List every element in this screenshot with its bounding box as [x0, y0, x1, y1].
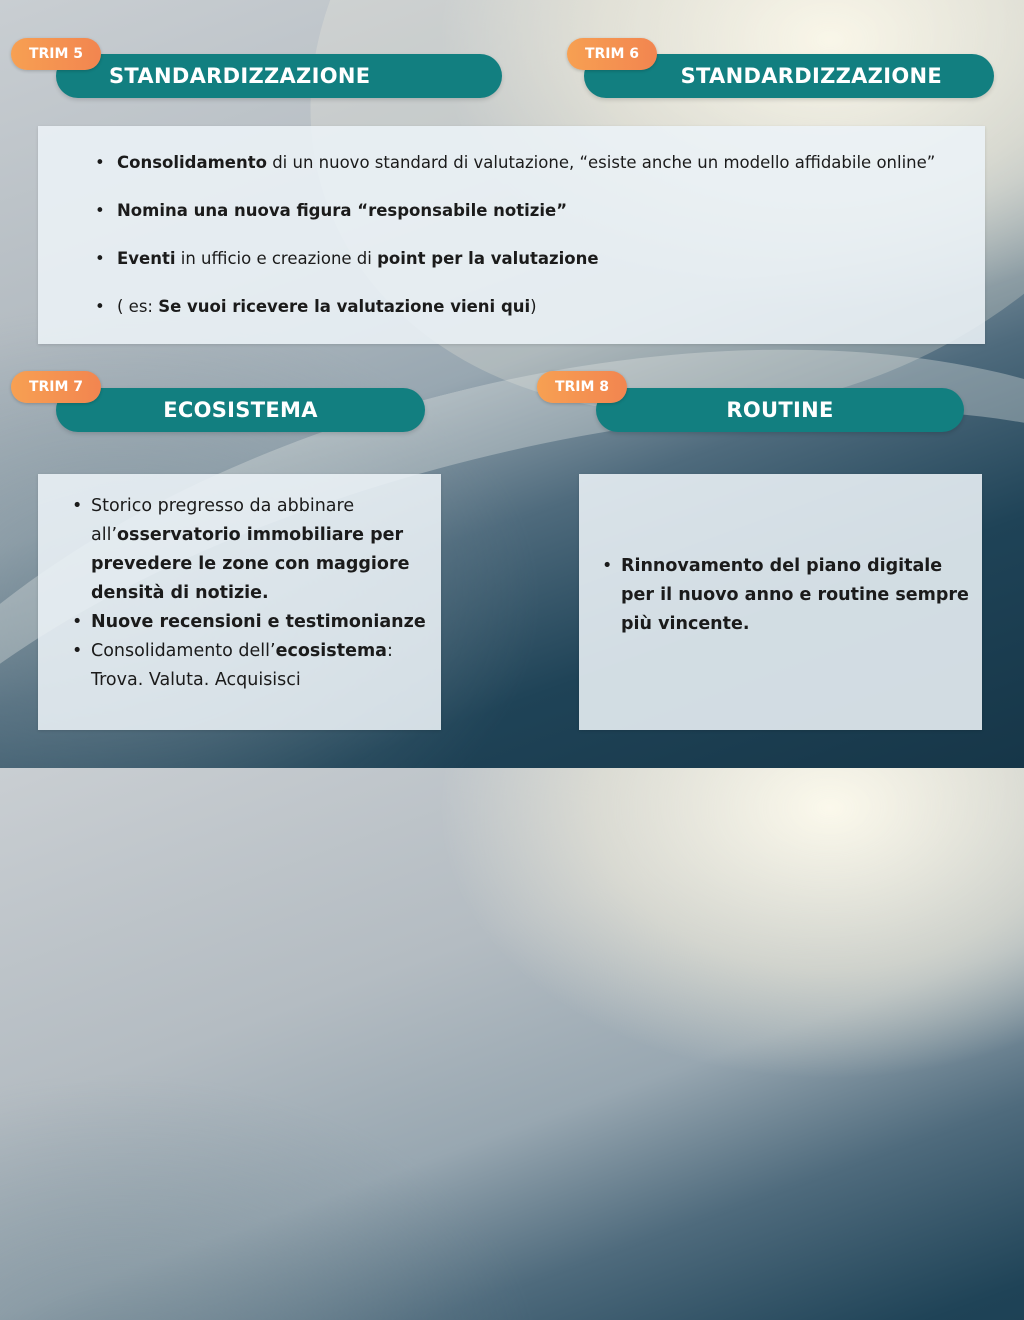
trim5-title: STANDARDIZZAZIONE	[109, 64, 371, 88]
trim5-badge-label: TRIM 5	[28, 46, 84, 62]
list-item: • Storico pregresso da abbinare all’osservatorio immobiliare per prevedere le zone con maggiore densità di notizie.	[91, 492, 436, 608]
trim7-title: ECOSISTEMA	[163, 398, 318, 422]
list-item: • Nuove recensioni e testimonianze	[91, 608, 436, 637]
standardizzazione-panel	[38, 126, 985, 344]
trim8-header	[596, 388, 964, 432]
trim5-badge	[11, 38, 101, 70]
trim8-badge	[537, 371, 627, 403]
routine-panel	[579, 474, 982, 730]
trim7-header	[56, 388, 425, 432]
list-item: • Consolidamento dell’ecosistema: Trova. Valuta. Acquisisci	[91, 637, 436, 695]
list-item: • Nomina una nuova figura “responsabile notizie”	[117, 198, 997, 224]
trim8-badge-label: TRIM 8	[554, 379, 610, 395]
list-item: • Rinnovamento del piano digitale per il nuovo anno e routine sempre più vincente.	[621, 552, 973, 639]
trim6-title: STANDARDIZZAZIONE	[680, 64, 942, 88]
trim6-badge-label: TRIM 6	[584, 46, 640, 62]
list-item: • Consolidamento di un nuovo standard di valutazione, “esiste anche un modello affidabile online”	[117, 150, 997, 176]
trim6-badge	[567, 38, 657, 70]
trim8-title: ROUTINE	[726, 398, 834, 422]
list-item: • ( es: Se vuoi ricevere la valutazione vieni qui)	[117, 294, 997, 320]
standardizzazione-list	[117, 150, 997, 342]
trim5-header	[56, 54, 502, 98]
ecosistema-list	[91, 492, 436, 695]
ecosistema-panel	[38, 474, 441, 730]
routine-list	[621, 552, 973, 639]
trim7-badge-label: TRIM 7	[28, 379, 84, 395]
trim7-badge	[11, 371, 101, 403]
list-item: • Eventi in ufficio e creazione di point per la valutazione	[117, 246, 997, 272]
